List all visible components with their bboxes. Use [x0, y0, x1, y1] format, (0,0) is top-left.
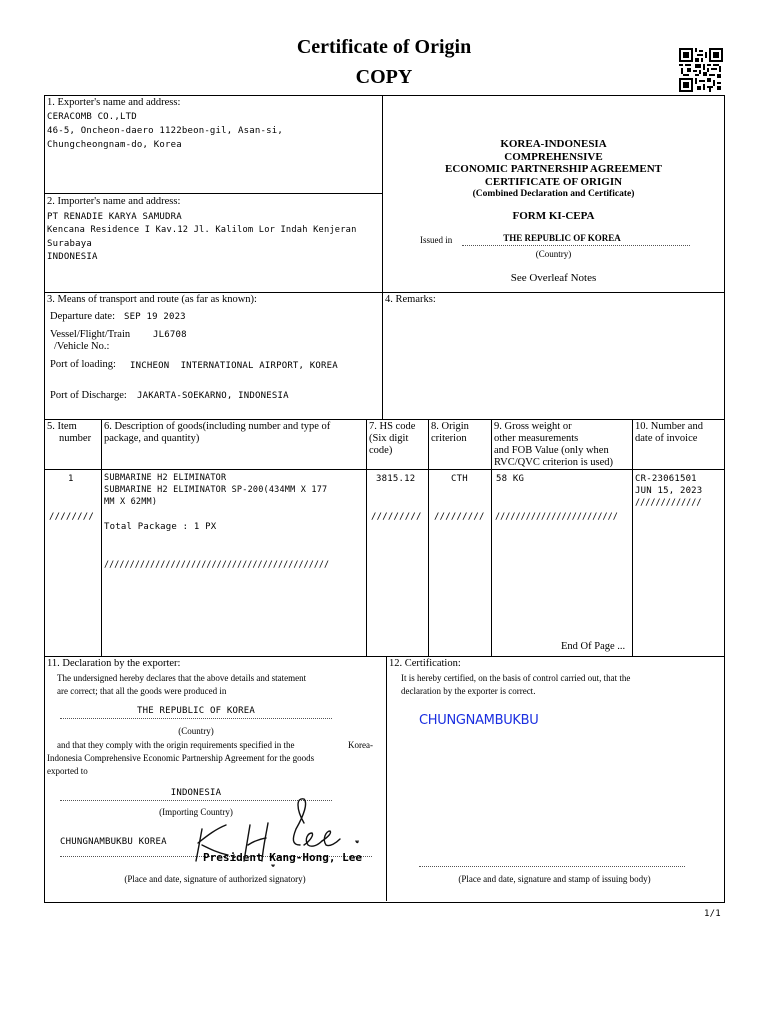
goods-description: SUBMARINE H2 ELIMINATOR	[104, 473, 227, 483]
certification-text: It is hereby certified, on the basis of control carried out, that the	[401, 673, 631, 683]
divider	[632, 419, 633, 656]
vessel-value: JL6708	[153, 330, 187, 340]
divider	[44, 292, 724, 293]
issued-country-label: (Country)	[535, 249, 572, 259]
dotted-line	[419, 866, 685, 867]
certification-footer: (Place and date, signature and stamp of issuing body)	[458, 874, 651, 884]
vessel-label: Vessel/Flight/Train	[50, 329, 131, 340]
page-number: 1/1	[704, 909, 721, 919]
gross-weight: 58 KG	[496, 474, 525, 484]
agreement-line: KOREA-INDONESIA	[500, 138, 607, 150]
hs-code: 3815.12	[376, 474, 416, 484]
header-line: 8. Origin	[431, 421, 469, 432]
slash-filler: /////////	[434, 512, 485, 522]
exporter-line: 46-5, Oncheon-daero 1122beon-gil, Asan-si,	[47, 126, 283, 136]
header-line: code)	[369, 445, 393, 456]
declaration-label: 11. Declaration by the exporter:	[47, 658, 181, 669]
signatory-name: President Kang-Hong, Lee	[203, 851, 362, 864]
discharge-value: JAKARTA-SOEKARNO, INDONESIA	[137, 391, 289, 401]
goods-description: MM X 62MM)	[104, 497, 158, 507]
agreement-heading	[384, 138, 723, 201]
declaration-text: are correct; that all the goods were produced in	[57, 686, 227, 696]
vehicle-label: /Vehicle No.:	[54, 341, 110, 352]
column-header-invoice	[635, 421, 703, 445]
issued-in-label: Issued in	[420, 235, 453, 245]
declaration-text: and that they comply with the origin requirements specified in the	[57, 740, 295, 750]
divider	[366, 419, 367, 656]
departure-label: Departure date:	[50, 311, 116, 322]
divider	[428, 419, 429, 656]
declaration-text: exported to	[47, 766, 88, 776]
header-line: date of invoice	[635, 433, 698, 444]
declaration-text: The undersigned hereby declares that the above details and statement	[57, 673, 307, 683]
transport-label: 3. Means of transport and route (as far as known):	[47, 294, 257, 305]
header-line: 6. Description of goods(including number and type of	[104, 421, 331, 432]
divider	[44, 419, 724, 420]
copy-label: COPY	[355, 66, 413, 88]
header-line: (Six digit	[369, 433, 409, 444]
dotted-line	[462, 245, 690, 246]
declaration-text: Korea-	[348, 740, 373, 750]
importing-country-caption: (Importing Country)	[159, 807, 233, 817]
goods-description: SUBMARINE H2 ELIMINATOR SP-200(434MM X 177	[104, 485, 328, 495]
overleaf-notes: See Overleaf Notes	[510, 272, 597, 284]
divider	[44, 193, 382, 194]
departure-value: SEP 19 2023	[124, 312, 186, 322]
country-caption: (Country)	[178, 726, 214, 736]
loading-label: Port of loading:	[50, 359, 116, 370]
form-name: FORM KI-CEPA	[512, 210, 595, 222]
agreement-line: COMPREHENSIVE	[504, 150, 603, 163]
exporter-label: 1. Exporter's name and address:	[47, 97, 181, 108]
exporter-line: Chungcheongnam-do, Korea	[47, 140, 182, 150]
loading-value: INCHEON INTERNATIONAL AIRPORT, KOREA	[130, 361, 338, 371]
divider	[382, 95, 383, 292]
importer-line: Surabaya	[47, 239, 92, 249]
declaration-text: Indonesia Comprehensive Economic Partnership Agreement for the goods	[47, 753, 315, 763]
divider	[44, 469, 724, 470]
declaration-footer: (Place and date, signature of authorized signatory)	[124, 874, 306, 884]
invoice-number: CR-23061501	[635, 474, 697, 484]
column-header-origin	[431, 421, 469, 445]
origin-criterion: CTH	[451, 474, 468, 484]
divider	[491, 419, 492, 656]
document-title: Certificate of Origin	[296, 36, 472, 58]
slash-filler: /////////	[371, 512, 422, 522]
invoice-date: JUN 15, 2023	[635, 486, 703, 496]
header-line: package, and quantity)	[104, 433, 200, 444]
total-package: Total Package : 1 PX	[104, 522, 217, 532]
dotted-line	[60, 718, 332, 719]
agreement-line: (Combined Declaration and Certificate)	[472, 189, 635, 199]
produced-in-country: THE REPUBLIC OF KOREA	[137, 706, 255, 716]
certification-text: declaration by the exporter is correct.	[401, 686, 536, 696]
column-header-description	[104, 421, 330, 445]
header-line: 7. HS code	[369, 421, 416, 432]
item-number: 1	[68, 474, 74, 484]
header-line: 5. Item	[47, 421, 77, 432]
column-header-hs-code	[369, 421, 415, 457]
importer-line: PT RENADIE KARYA SAMUDRA	[47, 212, 182, 222]
header-line: 9. Gross weight or	[494, 421, 572, 432]
agreement-line: CERTIFICATE OF ORIGIN	[484, 175, 623, 188]
agreement-line: ECONOMIC PARTNERSHIP AGREEMENT	[445, 163, 662, 175]
slash-filler: ////////////////////////	[495, 512, 618, 522]
issued-in-country: THE REPUBLIC OF KOREA	[503, 233, 621, 243]
slash-filler: ////////////////////////////////////////////	[104, 560, 330, 570]
column-header-weight	[494, 421, 613, 469]
header-line: criterion	[431, 433, 467, 444]
divider	[101, 419, 102, 656]
slash-filler: /////////////	[635, 498, 702, 508]
importing-country: INDONESIA	[170, 788, 222, 798]
declaration-place: CHUNGNAMBUKBU KOREA	[60, 837, 167, 847]
slash-filler: ////////	[49, 512, 94, 522]
importer-line: Kencana Residence I Kav.12 Jl. Kalilom Lor Indah Kenjeran	[47, 225, 357, 235]
header-line: other measurements	[494, 433, 579, 444]
header-line: 10. Number and	[635, 421, 703, 432]
header-line: number	[59, 433, 92, 444]
qr-code-icon	[679, 48, 723, 92]
certification-label: 12. Certification:	[389, 658, 461, 669]
issuing-body-stamp: CHUNGNAMBUKBU	[419, 713, 539, 728]
signature-icon	[188, 795, 388, 875]
column-header-item	[47, 421, 91, 445]
divider	[382, 292, 383, 419]
importer-label: 2. Importer's name and address:	[47, 196, 181, 207]
remarks-label: 4. Remarks:	[385, 294, 436, 305]
divider	[44, 656, 724, 657]
header-line: RVC/QVC criterion is used)	[494, 457, 614, 468]
end-of-page: End Of Page ...	[561, 641, 626, 652]
exporter-line: CERACOMB CO.,LTD	[47, 112, 137, 122]
header-line: and FOB Value (only when	[494, 445, 609, 456]
discharge-label: Port of Discharge:	[50, 390, 127, 401]
importer-line: INDONESIA	[47, 252, 98, 262]
